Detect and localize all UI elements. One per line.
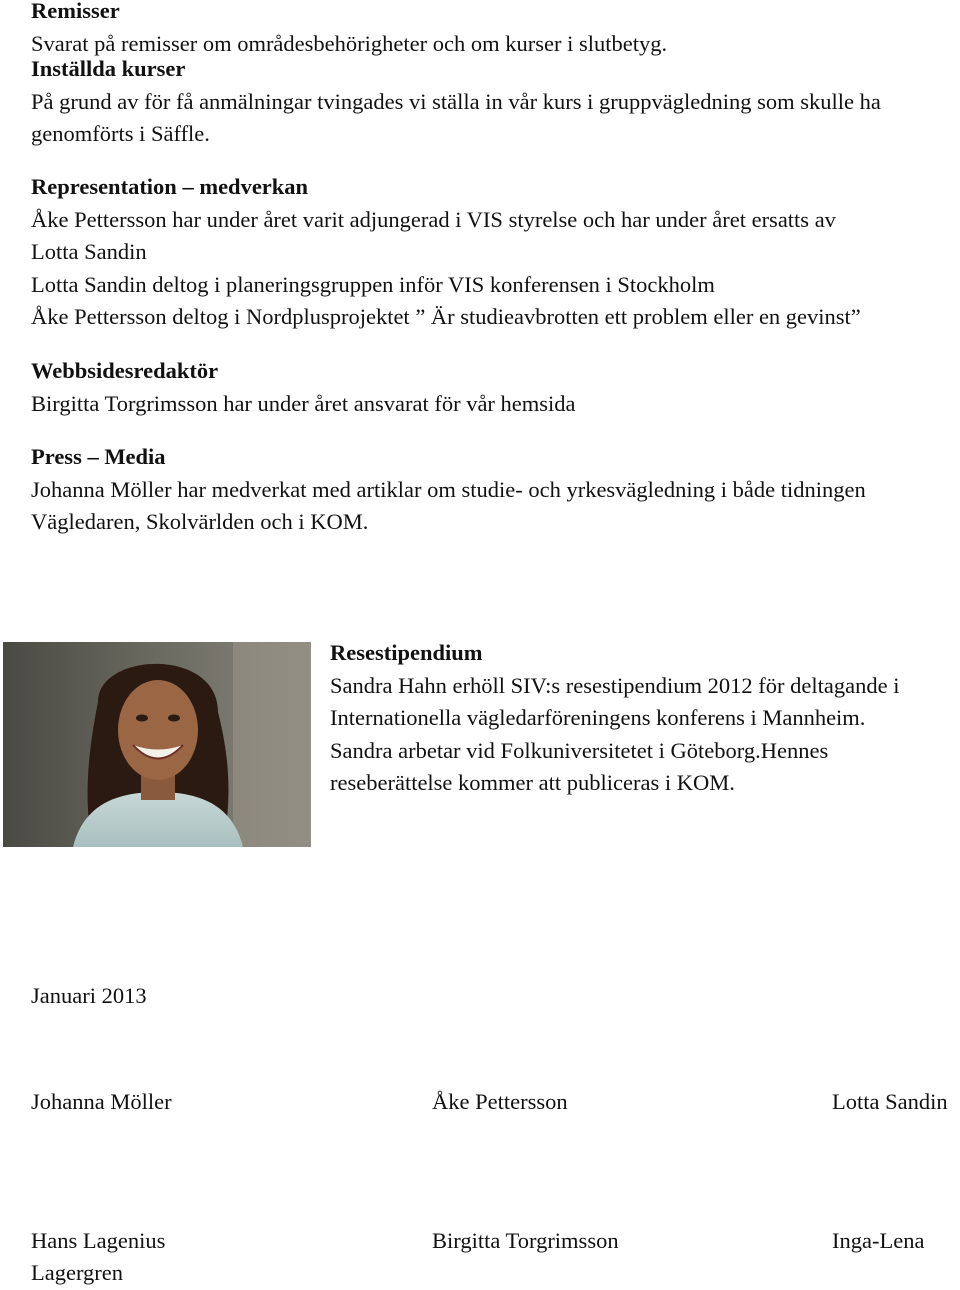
section-heading: Representation – medverkan: [31, 174, 309, 199]
signatory-name: Birgitta Torgrimsson: [432, 1228, 619, 1253]
document-date: Januari 2013: [31, 983, 147, 1008]
section-press-media: [31, 441, 960, 539]
section-webbsidesredaktor: [31, 355, 960, 441]
section-resestipendium: [330, 637, 960, 800]
section-text: Birgitta Torgrimsson har under året ansvarat för vår hemsida: [31, 390, 576, 416]
section-text-line: Sandra Hahn erhöll SIV:s resestipendium 2012 för deltagande i: [330, 672, 900, 698]
signatory-name: Johanna Möller: [31, 1089, 172, 1114]
section-text-line: Lotta Sandin: [31, 239, 147, 264]
signatory-name: Lotta Sandin: [832, 1089, 948, 1114]
report-body: [31, 0, 960, 539]
portrait-photo: [3, 642, 311, 847]
signatory-name: Hans Lagenius: [31, 1228, 166, 1253]
section-text-line: Åke Pettersson har under året varit adjungerad i VIS styrelse och har under året ersatts av: [31, 206, 836, 232]
section-representation: [31, 171, 960, 355]
section-heading: Inställda kurser: [31, 56, 186, 81]
section-text: Svarat på remisser om områdesbehörigheter och om kurser i slutbetyg.: [31, 30, 668, 56]
section-text-line: På grund av för få anmälningar tvingades vi ställa in vår kurs i gruppvägledning som skulle ha: [31, 88, 881, 114]
section-heading: Remisser: [31, 0, 120, 23]
section-text-line: Åke Pettersson deltog i Nordplusprojektet ” Är studieavbrotten ett problem eller en gevinst”: [31, 304, 861, 329]
section-text-line: Lotta Sandin deltog i planeringsgruppen inför VIS konferensen i Stockholm: [31, 271, 715, 297]
signatory-name: Åke Pettersson: [432, 1089, 568, 1114]
section-installda-kurser: [31, 53, 960, 171]
section-heading: Webbsidesredaktör: [31, 358, 219, 383]
signatory-name-continuation: Lagergren: [31, 1260, 124, 1285]
signatory-name: Inga-Lena: [832, 1228, 925, 1253]
section-heading: Resestipendium: [330, 640, 483, 665]
section-heading: Press – Media: [31, 444, 166, 469]
section-text-line: reseberättelse kommer att publiceras i KOM.: [330, 770, 735, 795]
section-text-line: Sandra arbetar vid Folkuniversitetet i Göteborg.Hennes: [330, 737, 829, 763]
section-text-line: Johanna Möller har medverkat med artiklar om studie- och yrkesvägledning i både tidningen: [31, 476, 866, 502]
section-text-line: genomförts i Säffle.: [31, 121, 210, 146]
section-text-line: Vägledaren, Skolvärlden och i KOM.: [31, 509, 369, 534]
section-text-line: Internationella vägledarföreningens konferens i Mannheim.: [330, 705, 866, 730]
section-remisser: [31, 0, 960, 56]
